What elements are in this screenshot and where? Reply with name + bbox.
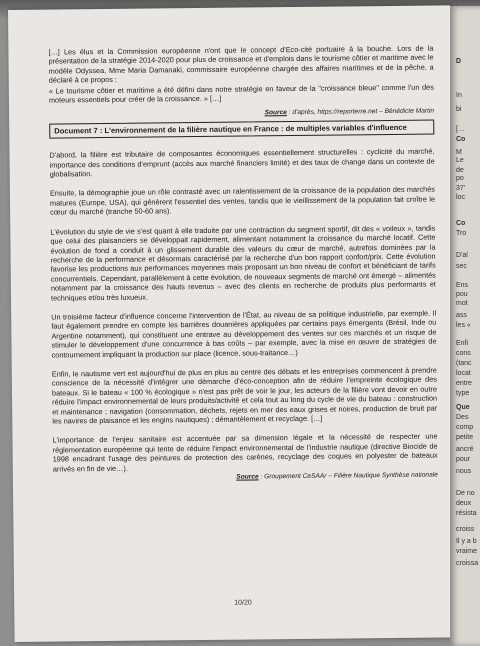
next-page-fragment: sec <box>456 263 467 270</box>
next-page-fragment: D <box>456 58 462 65</box>
paragraph-6: L'importance de l'enjeu sanitaire est accentuée par sa dimension légale et la nécessité de respecter une réglementation européenne qui tente de réduire l'impact environnemental de l'industrie nautique (directive Biocide de 1998 encadrant l'usage des peintures de protection des carènes, recyclage des coques en polyester de bateaux arrivés en fin de vie…). <box>52 431 438 474</box>
source-1-text: : d'après, https://reporterre.net – Bénédicte Martin <box>288 107 435 117</box>
next-page-fragment: (tanc <box>456 360 472 367</box>
next-page-edge <box>450 6 480 646</box>
next-page-fragment: type <box>456 390 470 397</box>
page-content <box>48 44 438 487</box>
next-page-fragment: Des <box>456 414 469 421</box>
paragraph-4: Un troisième facteur d'influence concerne l'intervention de l'État, au niveau de sa politique industrielle, par exemple. Il faut également prendre en compte les barrières douanières appliquées par certains pays émergents (Brésil, Inde ou Argentine notamment), qui constituent une entrave au développement des ventes sur ces marchés et un risque de stimuler le développement d'une concurrence à bas coûts – par exemple, avec la mise en œuvre de stratégies de contournement impliquant la production sur place (licence, sous-traitance…) <box>51 308 437 360</box>
next-page-fragment: M <box>456 149 462 156</box>
next-page-fragment: Ens <box>456 282 469 289</box>
intro-paragraph: […] Les élus et la Commission européenne n'ont que le concept d'Eco-cité portuaire à la bouche. Lors de la présentation de la stratégie 2014-2020 pour plus de croissance et d'emplois dans le tourisme côtier et maritime avec le modèle Odyssea, Mme Maria Damanaki, commissaire européenne chargée des affaires maritimes et de la pêche, a déclaré à ce propos : <box>48 43 434 85</box>
next-page-fragment: De no <box>456 490 475 497</box>
next-page-fragment: [… <box>456 126 465 133</box>
next-page-fragment: croiss <box>456 526 475 533</box>
next-page-fragment: Co <box>456 220 466 227</box>
next-page-fragment: les « <box>456 322 471 329</box>
next-page-fragment: 37' <box>456 185 466 192</box>
next-page-fragment: de <box>456 167 464 174</box>
next-page-fragment: deux <box>456 500 472 507</box>
next-page-fragment: mot <box>456 300 468 307</box>
next-page-fragment: vraime <box>456 548 478 555</box>
next-page-fragment: nous <box>456 468 472 475</box>
next-page-fragment: bi <box>456 106 462 113</box>
next-page-fragment: cons <box>456 350 471 357</box>
next-page-fragment: croissa <box>456 560 479 567</box>
source-2-label: Source <box>236 473 259 481</box>
next-page-fragment: Il y a b <box>456 538 477 545</box>
next-page-fragment: petite <box>456 434 474 441</box>
next-page-fragment: Le <box>456 157 464 164</box>
next-page-fragment: Que <box>456 404 470 411</box>
paragraph-3: L'évolution du style de vie s'est quant à elle traduite par une contraction du segment sportif, dit des « voileux », tandis que celui des plaisanciers se développait rapidement, alimentant notamment la croissance du marché locatif. Cette évolution de fond a conduit à un glissement durable des valeurs du cœur de marché, autrefois dominées par la recherche de la performance et désormais caractérisé par la recherche d'un bon rapport confort/prix. Cette évolution favorise les productions aux performances moyennes mais proposant un bon niveau de confort et bénéficiant de tarifs concurrentiels. Cependant, parallèlement à cette évolution, de nouveaux segments de marché ont émergé – alimentés notamment par la croissance des hauts revenus – avec des clients en recherche de produits plus performants et techniques et/ou très luxueux. <box>50 223 436 303</box>
next-page-fragment: In <box>456 92 462 99</box>
paragraph-1: D'abord, la filière est tributaire de composantes économiques essentiellement structurelles : cyclicité du marché, importance des conditions d'emprunt (accès aux marché financiers limité) et des taux de change dans un contexte de globalisation. <box>49 146 435 179</box>
intro-quote: « Le tourisme côtier et maritime a été défini dans notre stratégie en faveur de la "croissance bleue" comme l'un des moteurs essentiels pour créer de la croissance. » […] <box>48 82 434 105</box>
next-page-fragment: résista <box>456 510 477 517</box>
source-1-label: Source <box>264 109 287 117</box>
document-7-title: Document 7 : L'environnement de la filière nautique en France : de multiples variables d'influence <box>49 119 434 138</box>
next-page-fragment: loc <box>456 194 465 201</box>
next-page-fragment: entre <box>456 380 472 387</box>
next-page-fragment: Tro <box>456 230 467 237</box>
next-page-fragment: pou <box>456 291 468 298</box>
next-page-fragment: Enfi <box>456 340 469 347</box>
next-page-fragment: ass <box>456 312 467 319</box>
next-page-fragment: D'al <box>456 252 468 259</box>
next-page-fragment: Co <box>456 136 466 143</box>
next-page-fragment: po <box>456 175 464 182</box>
source-2-text: : Groupement CeSAAr – Filière Nautique Synthèse nationale <box>260 471 438 481</box>
next-page-fragment: comp <box>456 424 474 431</box>
document-page <box>8 5 457 642</box>
next-page-fragment: ancré <box>456 446 474 453</box>
paragraph-5: Enfin, le nautisme vert est aujourd'hui de plus en plus au centre des débats et les entreprises commencent à prendre conscience de la nécessité d'intégrer une démarche d'éco-conception afin de réduire l'empreinte écologique des bateaux. Si le bateau « 100 % écologique » n'est pas prêt de voir le jour, les acteurs de la filière vont devoir en outre réduire l'impact environnemental de leurs produits/activité et cela tout au long du cycle de vie du bateau : construction et maintenance ; navigation (consommation, déchets, rejets en mer des eaux grises et noires, production de bruit par les navires de plaisance et les engins nautiques) ; démantèlement et recyclage. […] <box>51 365 438 426</box>
source-1 <box>49 107 434 120</box>
next-page-fragment: pour <box>456 456 471 463</box>
next-page-fragment: locat <box>456 370 471 377</box>
page-number: 10/20 <box>234 599 252 607</box>
paragraph-2: Ensuite, la démographie joue un rôle contrasté avec un ralentissement de la croissance de la population des marchés matures (Europe, USA), qui génèrent l'essentiel des ventes, tandis que le vieillissement de la population fait croître le cœur du marché (tranche 50-60 ans). <box>49 185 436 217</box>
